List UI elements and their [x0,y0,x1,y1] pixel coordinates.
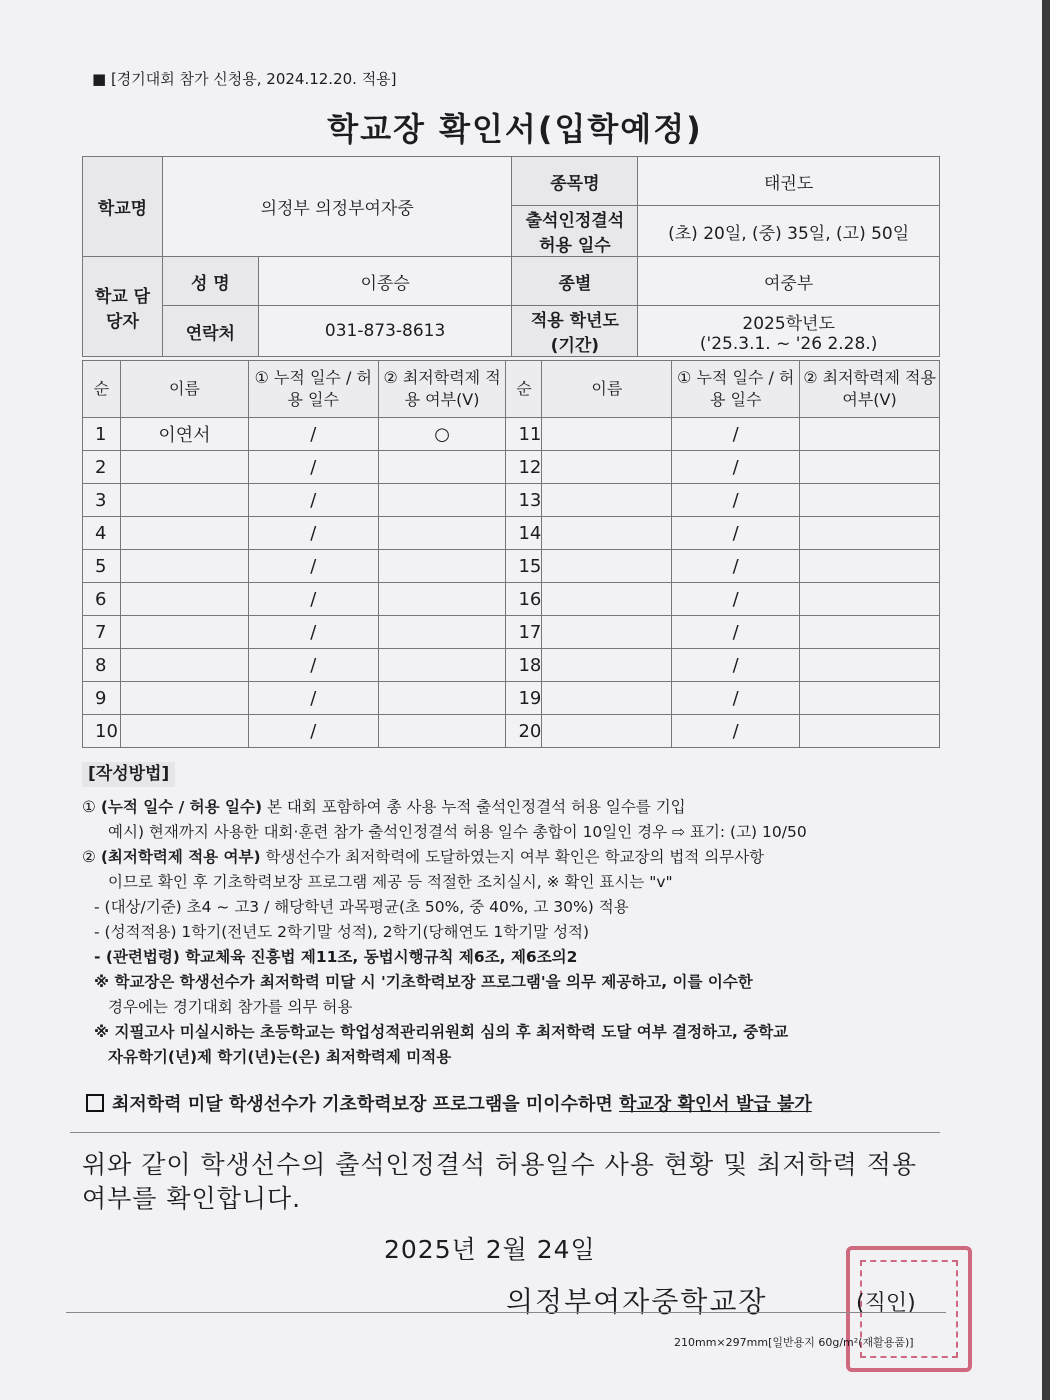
min-grade-applied [800,616,940,649]
row-number: 3 [83,484,121,517]
document-title: 학교장 확인서(입학예정) [327,110,703,148]
min-grade-applied [800,418,940,451]
min-grade-applied [378,649,506,682]
cumulative-days: / [248,649,378,682]
min-grade-applied [800,550,940,583]
min-grade-applied [800,583,940,616]
table-row [83,517,940,550]
notice-line: 최저학력 미달 학생선수가 기초학력보장 프로그램을 미이수하면 학교장 확인서 발급 불가 [86,1090,812,1116]
table-row [83,484,940,517]
column-header: ① 누적 일수 / 허용 일수 [248,361,378,418]
row-number: 20 [506,715,542,748]
row-number: 14 [506,517,542,550]
student-roster-table [82,360,940,748]
column-header: ① 누적 일수 / 허용 일수 [672,361,800,418]
min-grade-applied [378,517,506,550]
row-number: 19 [506,682,542,715]
min-grade-applied [800,484,940,517]
cumulative-days: / [672,418,800,451]
method-item-1-example: 예시) 현재까지 사용한 대회·훈련 참가 출석인정결석 허용 일수 총합이 10일인 경우 ⇨ 표기: (고) 10/50 [108,823,807,841]
row-number: 2 [83,451,121,484]
divider [66,1312,946,1313]
student-name [542,418,672,451]
table-row [83,451,940,484]
cumulative-days: / [672,616,800,649]
min-grade-applied [800,649,940,682]
method-note-1-cont: 경우에는 경기대회 참가를 의무 허용 [108,998,353,1016]
row-number: 18 [506,649,542,682]
student-name [542,616,672,649]
min-grade-applied [378,682,506,715]
cumulative-days: / [248,517,378,550]
allowed-days-value: (초) 20일, (중) 35일, (고) 50일 [638,206,940,257]
column-header: ② 최저학력제 적용 여부(V) [800,361,940,418]
row-number: 6 [83,583,121,616]
student-name [120,715,248,748]
min-grade-applied: ○ [378,418,506,451]
min-grade-applied [800,451,940,484]
cumulative-days: / [248,550,378,583]
arrow-box-icon [86,1094,104,1112]
row-number: 4 [83,517,121,550]
school-year-period: ('25.3.1. ~ '26 2.28.) [699,333,878,354]
student-name [542,517,672,550]
method-note-1: ※ 학교장은 학생선수가 최저학력 미달 시 '기초학력보장 프로그램'을 의무 제공하고, 이를 이수한 [94,973,753,991]
cumulative-days: / [672,682,800,715]
row-number: 5 [83,550,121,583]
method-title: [작성방법] [82,762,175,787]
cumulative-days: / [672,583,800,616]
table-row [83,682,940,715]
cumulative-days: / [672,550,800,583]
cumulative-days: / [672,649,800,682]
row-number: 12 [506,451,542,484]
confirmation-statement: 위와 같이 학생선수의 출석인정결석 허용일수 사용 현황 및 최저학력 적용 여부를 확인합니다. [82,1150,918,1213]
cumulative-days: / [672,484,800,517]
cumulative-days: / [672,451,800,484]
row-number: 16 [506,583,542,616]
school-year-label: 적용 학년도 (기간) [512,306,638,357]
paper-spec-footer: 210mm×297mm[일반용지 60g/m²(재활용품)] [674,1336,914,1349]
allowed-days-label: 출석인정결석 허용 일수 [512,206,638,257]
student-name [120,517,248,550]
min-grade-applied [378,451,506,484]
cumulative-days: / [248,451,378,484]
column-header: 이름 [542,361,672,418]
min-grade-applied [800,682,940,715]
category-label: 종별 [512,257,638,306]
divider [70,1132,940,1133]
method-related-law: - (관련법령) 학교체육 진흥법 제11조, 동법시행규칙 제6조, 제6조의2 [94,948,578,966]
student-name [542,451,672,484]
school-name-value: 의정부 의정부여자중 [162,157,512,257]
column-header: 순 [83,361,121,418]
method-item-2: ② (최저학력제 적용 여부) 학생선수가 최저학력에 도달하였는지 여부 확인은 학교장의 법적 의무사항 [82,848,765,866]
student-name [542,550,672,583]
row-number: 17 [506,616,542,649]
table-row [83,418,940,451]
staff-name-label: 성 명 [162,257,258,306]
cumulative-days: / [248,418,378,451]
row-number: 11 [506,418,542,451]
row-number: 15 [506,550,542,583]
min-grade-applied [378,616,506,649]
student-name [120,451,248,484]
cumulative-days: / [248,682,378,715]
table-row [83,550,940,583]
school-info-table [82,156,940,357]
cumulative-days: / [248,715,378,748]
min-grade-applied [378,583,506,616]
student-name [120,682,248,715]
student-name [542,484,672,517]
cumulative-days: / [672,715,800,748]
student-name [542,715,672,748]
method-target: - (대상/기준) 초4 ~ 고3 / 해당학년 과목평균(초 50%, 중 40%, 고 30%) 적용 [94,898,629,916]
student-name [542,583,672,616]
principal-title: 의정부여자중학교장 [506,1285,768,1318]
cumulative-days: / [672,517,800,550]
table-row [83,715,940,748]
contact-label: 연락처 [162,306,258,357]
method-item-1: ① (누적 일수 / 허용 일수) 본 대회 포함하여 총 사용 누적 출석인정결석 허용 일수를 기입 [82,798,686,816]
sport-value: 태권도 [638,157,940,206]
student-name [542,649,672,682]
school-name-label: 학교명 [83,157,163,257]
row-number: 1 [83,418,121,451]
student-name: 이연서 [120,418,248,451]
school-year: 2025학년도 [742,313,835,334]
issue-date: 2025년 2월 24일 [384,1235,596,1264]
student-name [120,484,248,517]
writing-method-section [82,762,952,1070]
method-grade-applied: - (성적적용) 1학기(전년도 2학기말 성적), 2학기(당해연도 1학기말 성적) [94,923,590,941]
staff-label: 학교 담당자 [83,257,163,357]
cumulative-days: / [248,616,378,649]
row-number: 10 [83,715,121,748]
method-item-2-cont: 이므로 확인 후 기초학력보장 프로그램 제공 등 적절한 조치실시, ※ 확인 표시는 "v" [108,873,673,891]
staff-name-value: 이종승 [258,257,512,306]
table-row [83,616,940,649]
student-name [542,682,672,715]
sport-label: 종목명 [512,157,638,206]
table-row [83,583,940,616]
row-number: 9 [83,682,121,715]
min-grade-applied [800,517,940,550]
min-grade-applied [800,715,940,748]
cumulative-days: / [248,583,378,616]
student-name [120,583,248,616]
min-grade-applied [378,484,506,517]
row-number: 13 [506,484,542,517]
contact-value: 031-873-8613 [258,306,512,357]
row-number: 7 [83,616,121,649]
min-grade-applied [378,715,506,748]
school-year-value [638,306,940,357]
student-name [120,616,248,649]
column-header: 순 [506,361,542,418]
min-grade-applied [378,550,506,583]
table-row [83,649,940,682]
form-usage-note: ■ [경기대회 참가 신청용, 2024.12.20. 적용] [92,70,397,88]
seal-label: (직인) [856,1291,916,1316]
row-number: 8 [83,649,121,682]
cumulative-days: / [248,484,378,517]
student-name [120,649,248,682]
column-header: 이름 [120,361,248,418]
student-name [120,550,248,583]
column-header: ② 최저학력제 적용 여부(V) [378,361,506,418]
method-note-2-cont: 자유학기(년)제 학기(년)는(은) 최저학력제 미적용 [108,1048,452,1066]
method-note-2: ※ 지필고사 미실시하는 초등학교는 학업성적관리위원회 심의 후 최저학력 도달 여부 결정하고, 중학교 [94,1023,789,1041]
category-value: 여중부 [638,257,940,306]
